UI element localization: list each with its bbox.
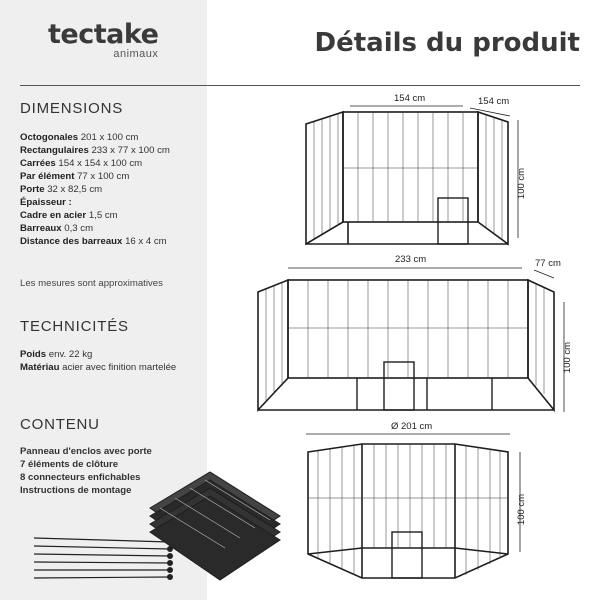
spec-row-carrees: Carrées 154 x 154 x 100 cm [20, 158, 143, 169]
octo-pen-diagram [300, 428, 530, 588]
spec-row-cadre: Cadre en acier 1,5 cm [20, 210, 118, 221]
spec-row-poids: Poids env. 22 kg [20, 349, 93, 360]
contenu-item: 8 connecteurs enfichables [20, 472, 141, 483]
technicites-heading: TECHNICITÉS [20, 318, 129, 335]
contenu-item: 7 éléments de clôture [20, 459, 119, 470]
spec-row-porte: Porte 32 x 82,5 cm [20, 184, 103, 195]
dimensions-list [20, 131, 170, 248]
spec-row-barreaux: Barreaux 0,3 cm [20, 223, 94, 234]
rect-width-label: 233 cm [395, 254, 427, 265]
octo-diameter-label: Ø 201 cm [391, 421, 433, 432]
measurement-note: Les mesures sont approximatives [20, 278, 163, 289]
spec-row-octogonales: Octogonales 201 x 100 cm [20, 132, 139, 143]
spec-row-epaisseur: Épaisseur : [20, 197, 72, 208]
brand-logo [48, 19, 159, 60]
spec-row-distance: Distance des barreaux 16 x 4 cm [20, 236, 167, 247]
brand-sub: animaux [113, 48, 159, 60]
header-divider [20, 85, 580, 86]
octo-height-label: 100 cm [516, 493, 528, 526]
spec-row-rectangulaires: Rectangulaires 233 x 77 x 100 cm [20, 145, 170, 156]
square-width-label: 154 cm [394, 93, 426, 104]
spec-row-par-element: Par élément 77 x 100 cm [20, 171, 130, 182]
square-height-label: 100 cm [516, 167, 528, 200]
spec-row-materiau: Matériau acier avec finition martelée [20, 362, 177, 373]
contenu-item: Instructions de montage [20, 485, 132, 496]
page-title: Détails du produit [314, 28, 580, 58]
technicites-list [20, 348, 195, 374]
package-contents-illustration [30, 468, 290, 600]
contenu-heading: CONTENU [20, 416, 100, 433]
square-pen-diagram [298, 98, 528, 248]
dimensions-heading: DIMENSIONS [20, 100, 124, 117]
square-depth-label: 154 cm [478, 96, 510, 107]
contenu-item: Panneau d'enclos avec porte [20, 446, 152, 457]
brand-name: tectake [48, 19, 159, 50]
rect-pen-diagram [252, 262, 582, 422]
rect-height-label: 100 cm [562, 341, 574, 374]
rect-depth-label: 77 cm [535, 258, 561, 269]
